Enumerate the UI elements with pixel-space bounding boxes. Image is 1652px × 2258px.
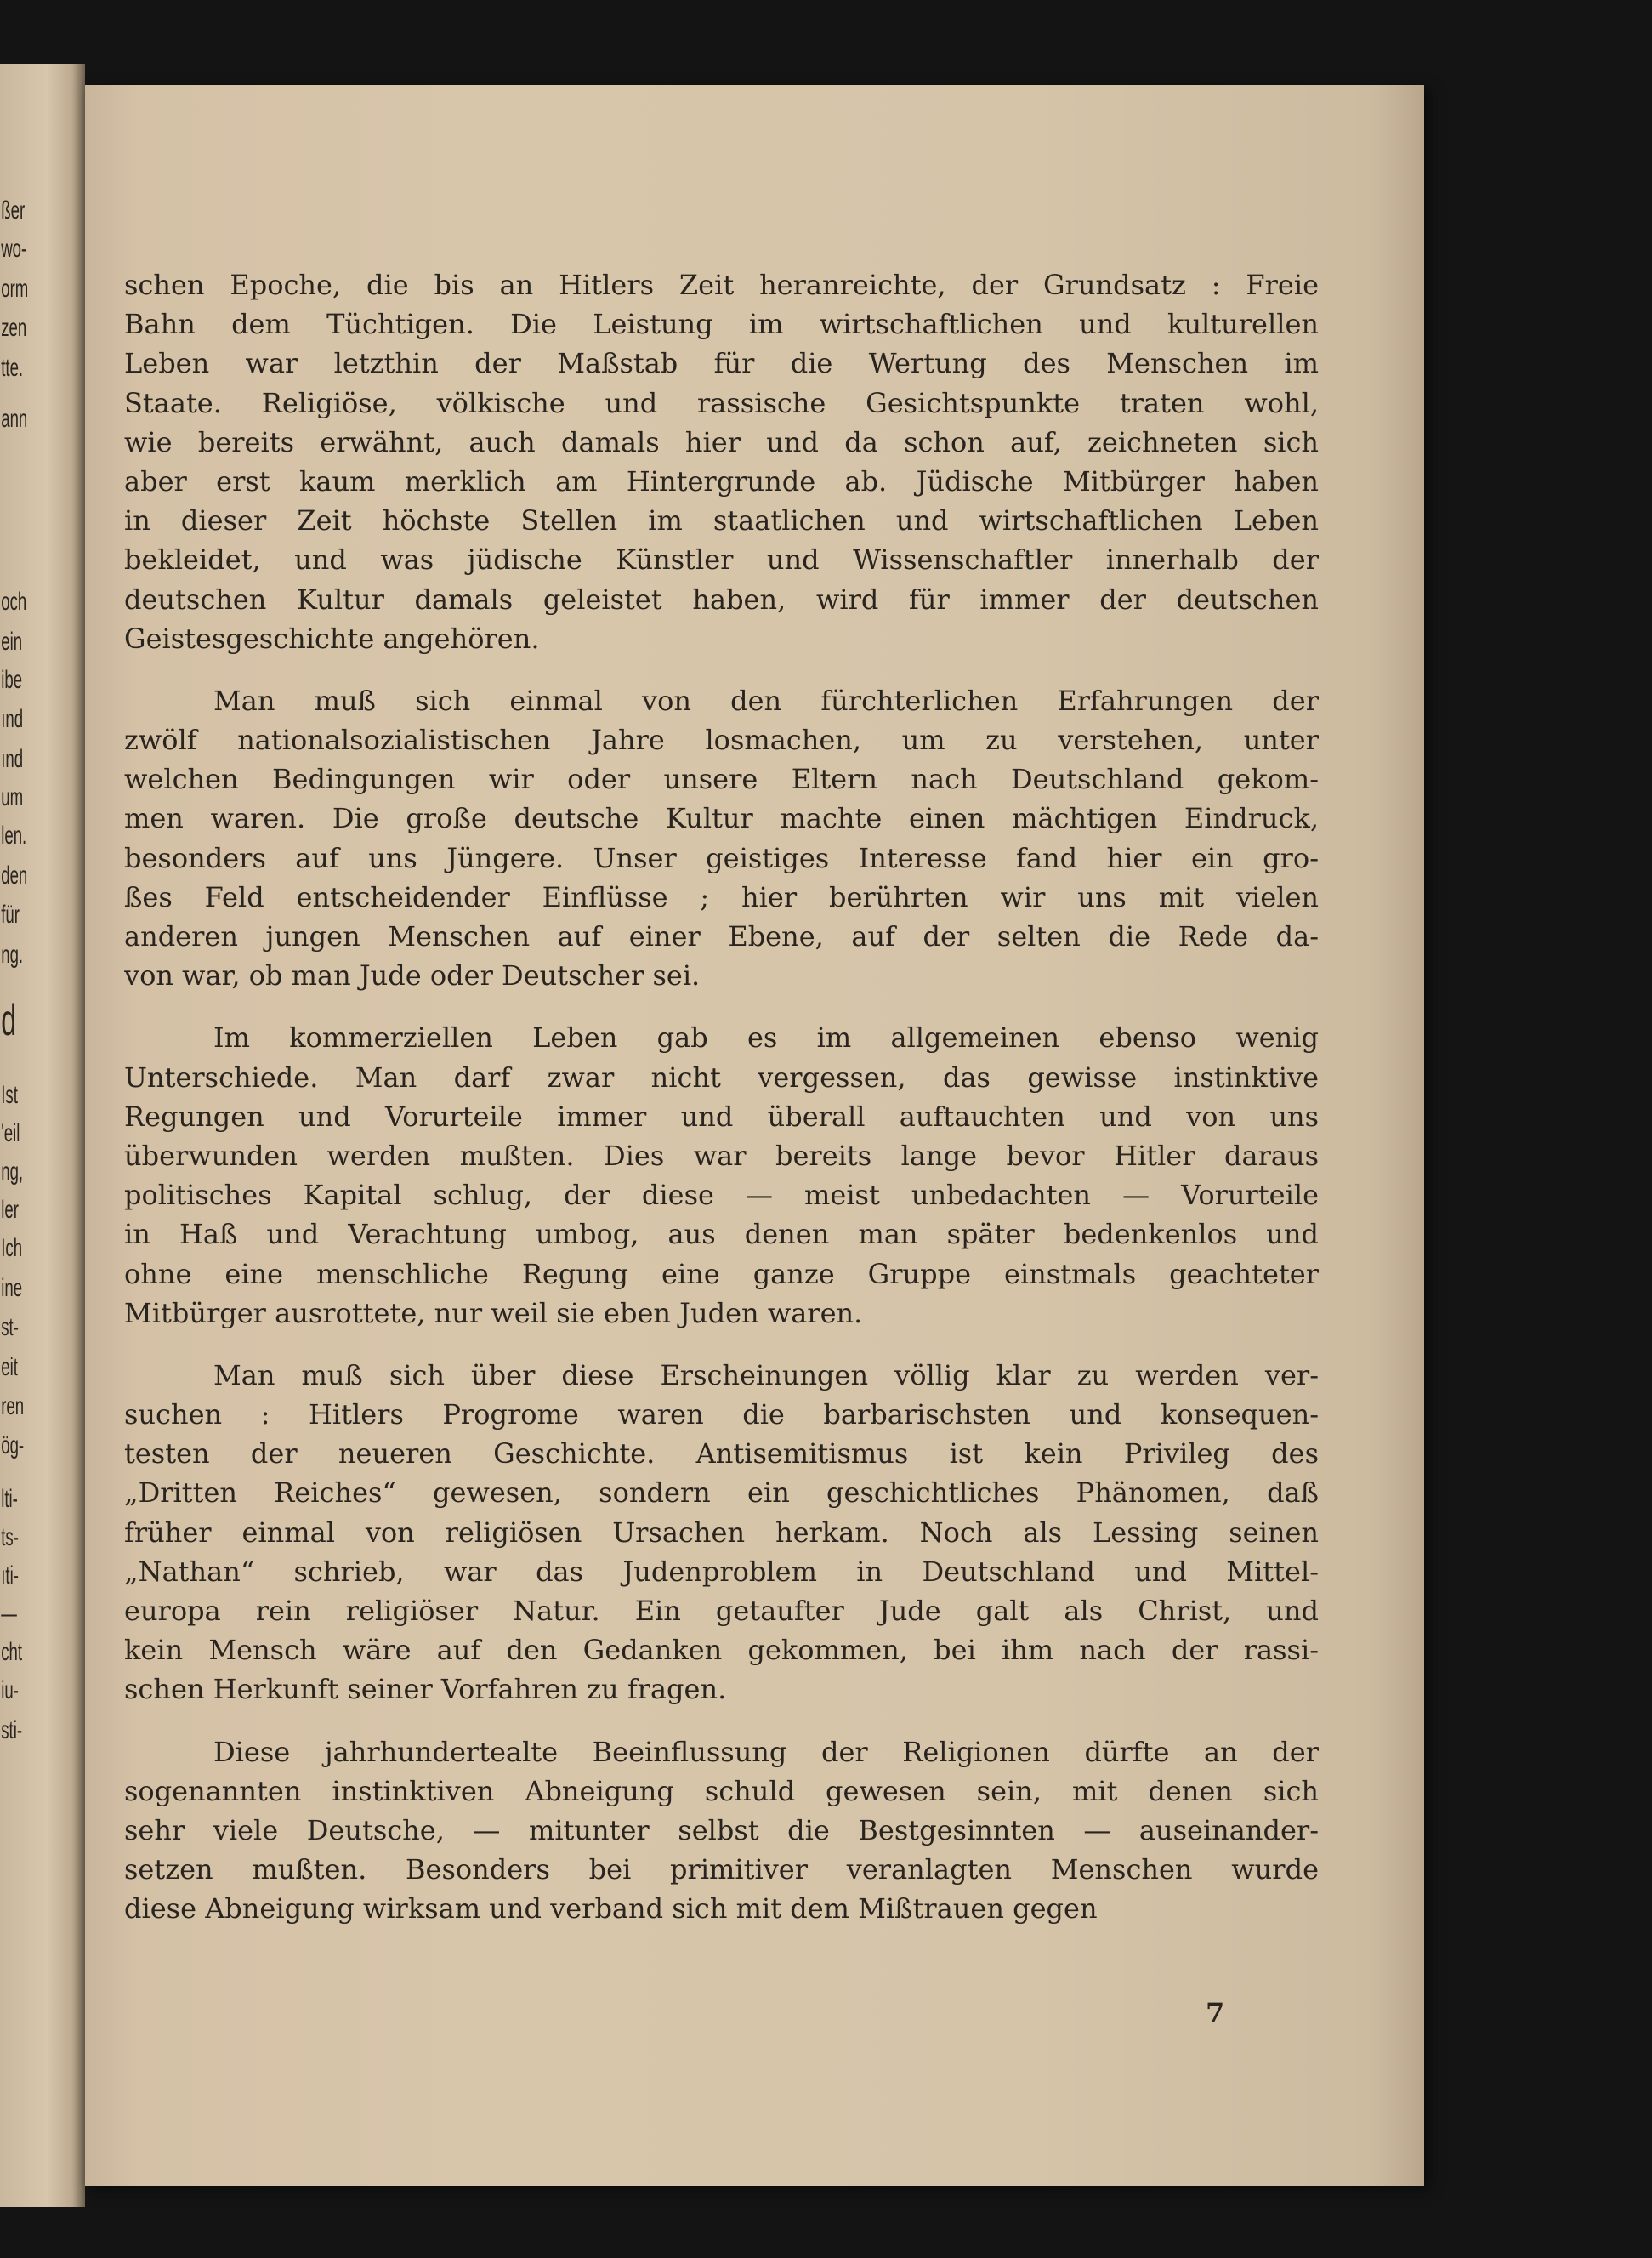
left-page-fragment: den [1,862,28,890]
left-page-fragment: och [1,588,27,616]
left-page-fragment: iu- [1,1676,19,1704]
paragraph [124,1356,1319,1709]
left-page-fragment: ıti- [1,1561,19,1590]
page-number: 7 [1206,1997,1225,2029]
text-line: schen Epoche, die bis an Hitlers Zeit heranreichte, der Grundsatz : Freie [124,269,1319,301]
text-line: welchen Bedingungen wir oder unsere Eltern nach Deutschland gekom- [124,763,1319,796]
left-page-fragment: ibe [1,666,23,694]
text-line: kein Mensch wäre auf den Gedanken gekommen, bei ihm nach der rassi- [124,1634,1319,1667]
text-line: setzen mußten. Besonders bei primitiver veranlagten Menschen wurde [124,1853,1319,1886]
left-page-fragment: st- [1,1313,19,1341]
left-page-fragment: d [1,996,17,1045]
text-line: Diese jahrhundertealte Beeinflussung der Religionen dürfte an der [213,1735,1319,1768]
text-line: diese Abneigung wirksam und verband sich mit dem Mißtrauen gegen [124,1892,1098,1925]
text-line: „Dritten Reiches“ gewesen, sondern ein geschichtliches Phänomen, daß [124,1476,1319,1510]
left-page-fragment: ine [1,1274,23,1302]
text-line: Regungen und Vorurteile immer und überall auftauchten und von uns [124,1100,1319,1133]
text-line: Geistesgeschichte angehören. [124,622,540,655]
left-page-fragment: lti- [1,1485,18,1513]
left-page-fragment: ınd [1,745,24,773]
text-line: ßes Feld entscheidender Einflüsse ; hier berührten wir uns mit vielen [124,880,1319,913]
left-page-fragment: eit [1,1353,18,1381]
left-page-fragment: um [1,783,24,811]
text-line: Man muß sich einmal von den fürchterlichen Erfahrungen der [213,684,1319,717]
left-page-fragment: wo- [1,235,27,263]
paragraph [124,1018,1319,1333]
text-line: aber erst kaum merklich am Hintergrunde ab. Jüdische Mitbürger haben [124,464,1319,498]
text-line: überwunden werden mußten. Dies war bereits lange bevor Hitler daraus [124,1139,1319,1172]
text-line: Leben war letzthin der Maßstab für die Wertung des Menschen im [124,347,1319,380]
left-page-fragment: ınd [1,705,24,733]
text-line: wie bereits erwähnt, auch damals hier und da schon auf, zeichneten sich [124,425,1319,458]
left-page-fragment: für [1,901,20,929]
left-page-fragment: ts- [1,1523,19,1551]
paragraph [124,265,1319,658]
text-line: in dieser Zeit höchste Stellen im staatlichen und wirtschaftlichen Leben [124,504,1319,537]
paragraph [124,1732,1319,1929]
paragraph [124,681,1319,996]
text-line: „Nathan“ schrieb, war das Judenproblem in Deutschland und Mittel- [124,1555,1319,1588]
text-line: sogenannten instinktiven Abneigung schuld gewesen sein, mit denen sich [124,1774,1319,1807]
text-line: testen der neueren Geschichte. Antisemitismus ist kein Privileg des [124,1437,1319,1470]
left-page-fragment: len. [1,822,27,850]
left-page-fragment: ren [1,1392,25,1420]
left-page-fragment: ein [1,628,23,656]
left-page-fragment: 'eil [1,1119,20,1147]
text-line: Mitbürger ausrottete, nur weil sie eben Juden waren. [124,1296,863,1329]
text-line: deutschen Kultur damals geleistet haben, wird für immer der deutschen [124,583,1319,616]
text-line: zwölf nationalsozialistischen Jahre losmachen, um zu verstehen, unter [124,724,1319,757]
left-page-fragment: — [1,1600,17,1628]
left-page-fragment: cht [1,1638,23,1666]
left-page-fragment: Ich [1,1234,23,1262]
left-page-fragment: ög- [1,1431,25,1459]
text-line: Unterschiede. Man darf zwar nicht vergessen, das gewisse instinktive [124,1061,1319,1094]
left-page-fragment: sti- [1,1716,23,1744]
text-line: in Haß und Verachtung umbog, aus denen man später bedenkenlos und [124,1218,1319,1251]
left-page-fragment: ng. [1,941,24,969]
text-line: men waren. Die große deutsche Kultur machte einen mächtigen Eindruck, [124,802,1319,835]
left-page-fragment: ler [1,1196,19,1224]
text-line: Man muß sich über diese Erscheinungen völlig klar zu werden ver- [213,1358,1319,1391]
text-line: suchen : Hitlers Progrome waren die barbarischsten und konsequen- [124,1398,1319,1431]
left-page-fragment: ann [1,405,28,433]
text-line: sehr viele Deutsche, — mitunter selbst die Bestgesinnten — auseinander- [124,1813,1319,1846]
text-line: Staate. Religiöse, völkische und rassische Gesichtspunkte traten wohl, [124,386,1319,419]
text-line: schen Herkunft seiner Vorfahren zu fragen. [124,1673,727,1706]
text-line: ohne eine menschliche Regung eine ganze Gruppe einstmals geachteter [124,1257,1319,1290]
left-page-fragment: orm [1,275,29,303]
text-line: Im kommerziellen Leben gab es im allgemeinen ebenso wenig [213,1021,1319,1055]
left-page-fragment: Ist [1,1081,18,1109]
text-line: besonders auf uns Jüngere. Unser geistiges Interesse fand hier ein gro- [124,841,1319,874]
text-line: bekleidet, und was jüdische Künstler und Wissenschaftler innerhalb der [124,543,1319,577]
book-page [85,85,1424,2186]
left-page-edge [0,64,85,2207]
text-line: europa rein religiöser Natur. Ein getaufter Jude galt als Christ, und [124,1595,1319,1627]
text-line: von war, ob man Jude oder Deutscher sei. [124,959,701,992]
text-line: politisches Kapital schlug, der diese — meist unbedachten — Vorurteile [124,1179,1319,1212]
text-line: anderen jungen Menschen auf einer Ebene, auf der selten die Rede da- [124,920,1319,953]
body-text [124,265,1319,1952]
left-page-fragment: ßer [1,196,26,225]
left-page-fragment: tte. [1,354,24,382]
text-line: Bahn dem Tüchtigen. Die Leistung im wirtschaftlichen und kulturellen [124,308,1319,341]
left-page-fragment: ng, [1,1157,24,1186]
text-line: früher einmal von religiösen Ursachen herkam. Noch als Lessing seinen [124,1516,1319,1549]
left-page-fragment: zen [1,314,27,342]
